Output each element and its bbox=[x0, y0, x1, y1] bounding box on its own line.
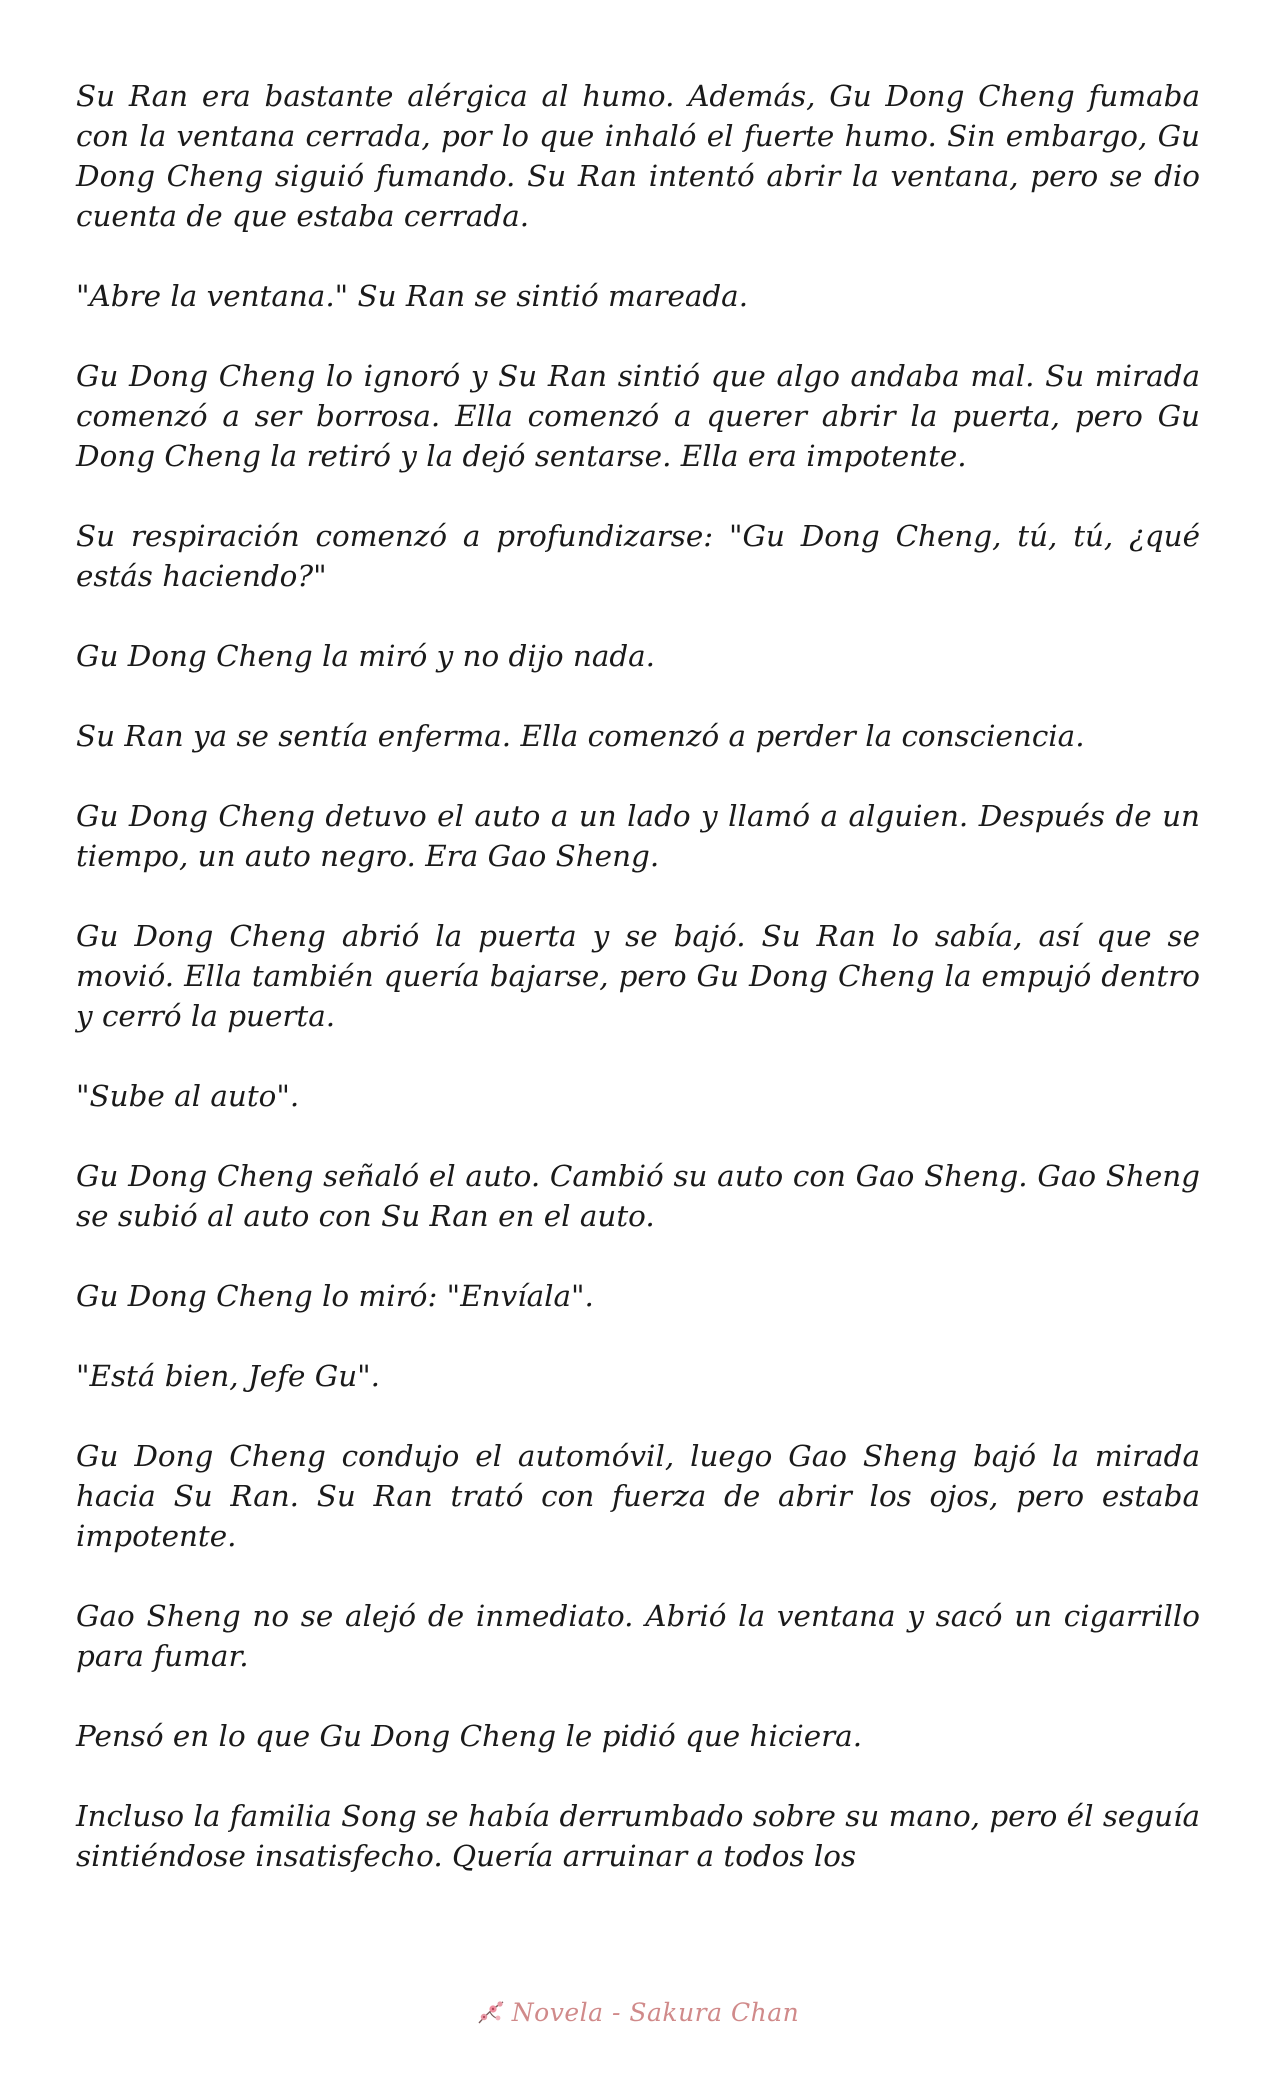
paragraph: Su Ran ya se sentía enferma. Ella comenzó a perder la consciencia. bbox=[76, 719, 1085, 753]
sakura-branch-icon bbox=[476, 1997, 506, 2027]
paragraph: Pensó en lo que Gu Dong Cheng le pidió que hiciera. bbox=[76, 1719, 863, 1753]
paragraph: Gu Dong Cheng señaló el auto. Cambió su auto con Gao Sheng. Gao Sheng se subió al auto con Su Ran en el auto. bbox=[76, 1159, 1200, 1233]
paragraph: Su respiración comenzó a profundizarse: "Gu Dong Cheng, tú, tú, ¿qué estás haciendo?" bbox=[76, 519, 1200, 593]
paragraph: Gu Dong Cheng detuvo el auto a un lado y llamó a alguien. Después de un tiempo, un auto negro. Era Gao Sheng. bbox=[76, 799, 1200, 873]
paragraph: "Está bien, Jefe Gu". bbox=[76, 1359, 381, 1393]
paragraph: Gu Dong Cheng abrió la puerta y se bajó. Su Ran lo sabía, así que se movió. Ella también quería bajarse, pero Gu Dong Cheng la empujó dentro y cerró la puerta. bbox=[76, 919, 1200, 1033]
document-body bbox=[76, 76, 1200, 1876]
paragraph: Gu Dong Cheng condujo el automóvil, luego Gao Sheng bajó la mirada hacia Su Ran. Su Ran trató con fuerza de abrir los ojos, pero estaba impotente. bbox=[76, 1439, 1200, 1553]
footer-text: Novela - Sakura Chan bbox=[511, 1997, 800, 2027]
paragraph: Su Ran era bastante alérgica al humo. Además, Gu Dong Cheng fumaba con la ventana cerrada, por lo que inhaló el fuerte humo. Sin embargo, Gu Dong Cheng siguió fumando. Su Ran intentó abrir la ventana, pero se dio cuenta de que estaba cerrada. bbox=[76, 79, 1200, 233]
paragraph: Gao Sheng no se alejó de inmediato. Abrió la ventana y sacó un cigarrillo para fumar. bbox=[76, 1599, 1200, 1673]
paragraph: Gu Dong Cheng la miró y no dijo nada. bbox=[76, 639, 656, 673]
paragraph: Incluso la familia Song se había derrumbado sobre su mano, pero él seguía sintiéndose insatisfecho. Quería arruinar a todos los bbox=[76, 1799, 1200, 1873]
paragraph: "Abre la ventana." Su Ran se sintió mareada. bbox=[76, 279, 749, 313]
paragraph: "Sube al auto". bbox=[76, 1079, 300, 1113]
footer-watermark bbox=[0, 1990, 1275, 2034]
paragraph: Gu Dong Cheng lo ignoró y Su Ran sintió que algo andaba mal. Su mirada comenzó a ser borrosa. Ella comenzó a querer abrir la puerta, pero Gu Dong Cheng la retiró y la dejó sentarse. Ella era impotente. bbox=[76, 359, 1200, 473]
paragraph: Gu Dong Cheng lo miró: "Envíala". bbox=[76, 1279, 594, 1313]
